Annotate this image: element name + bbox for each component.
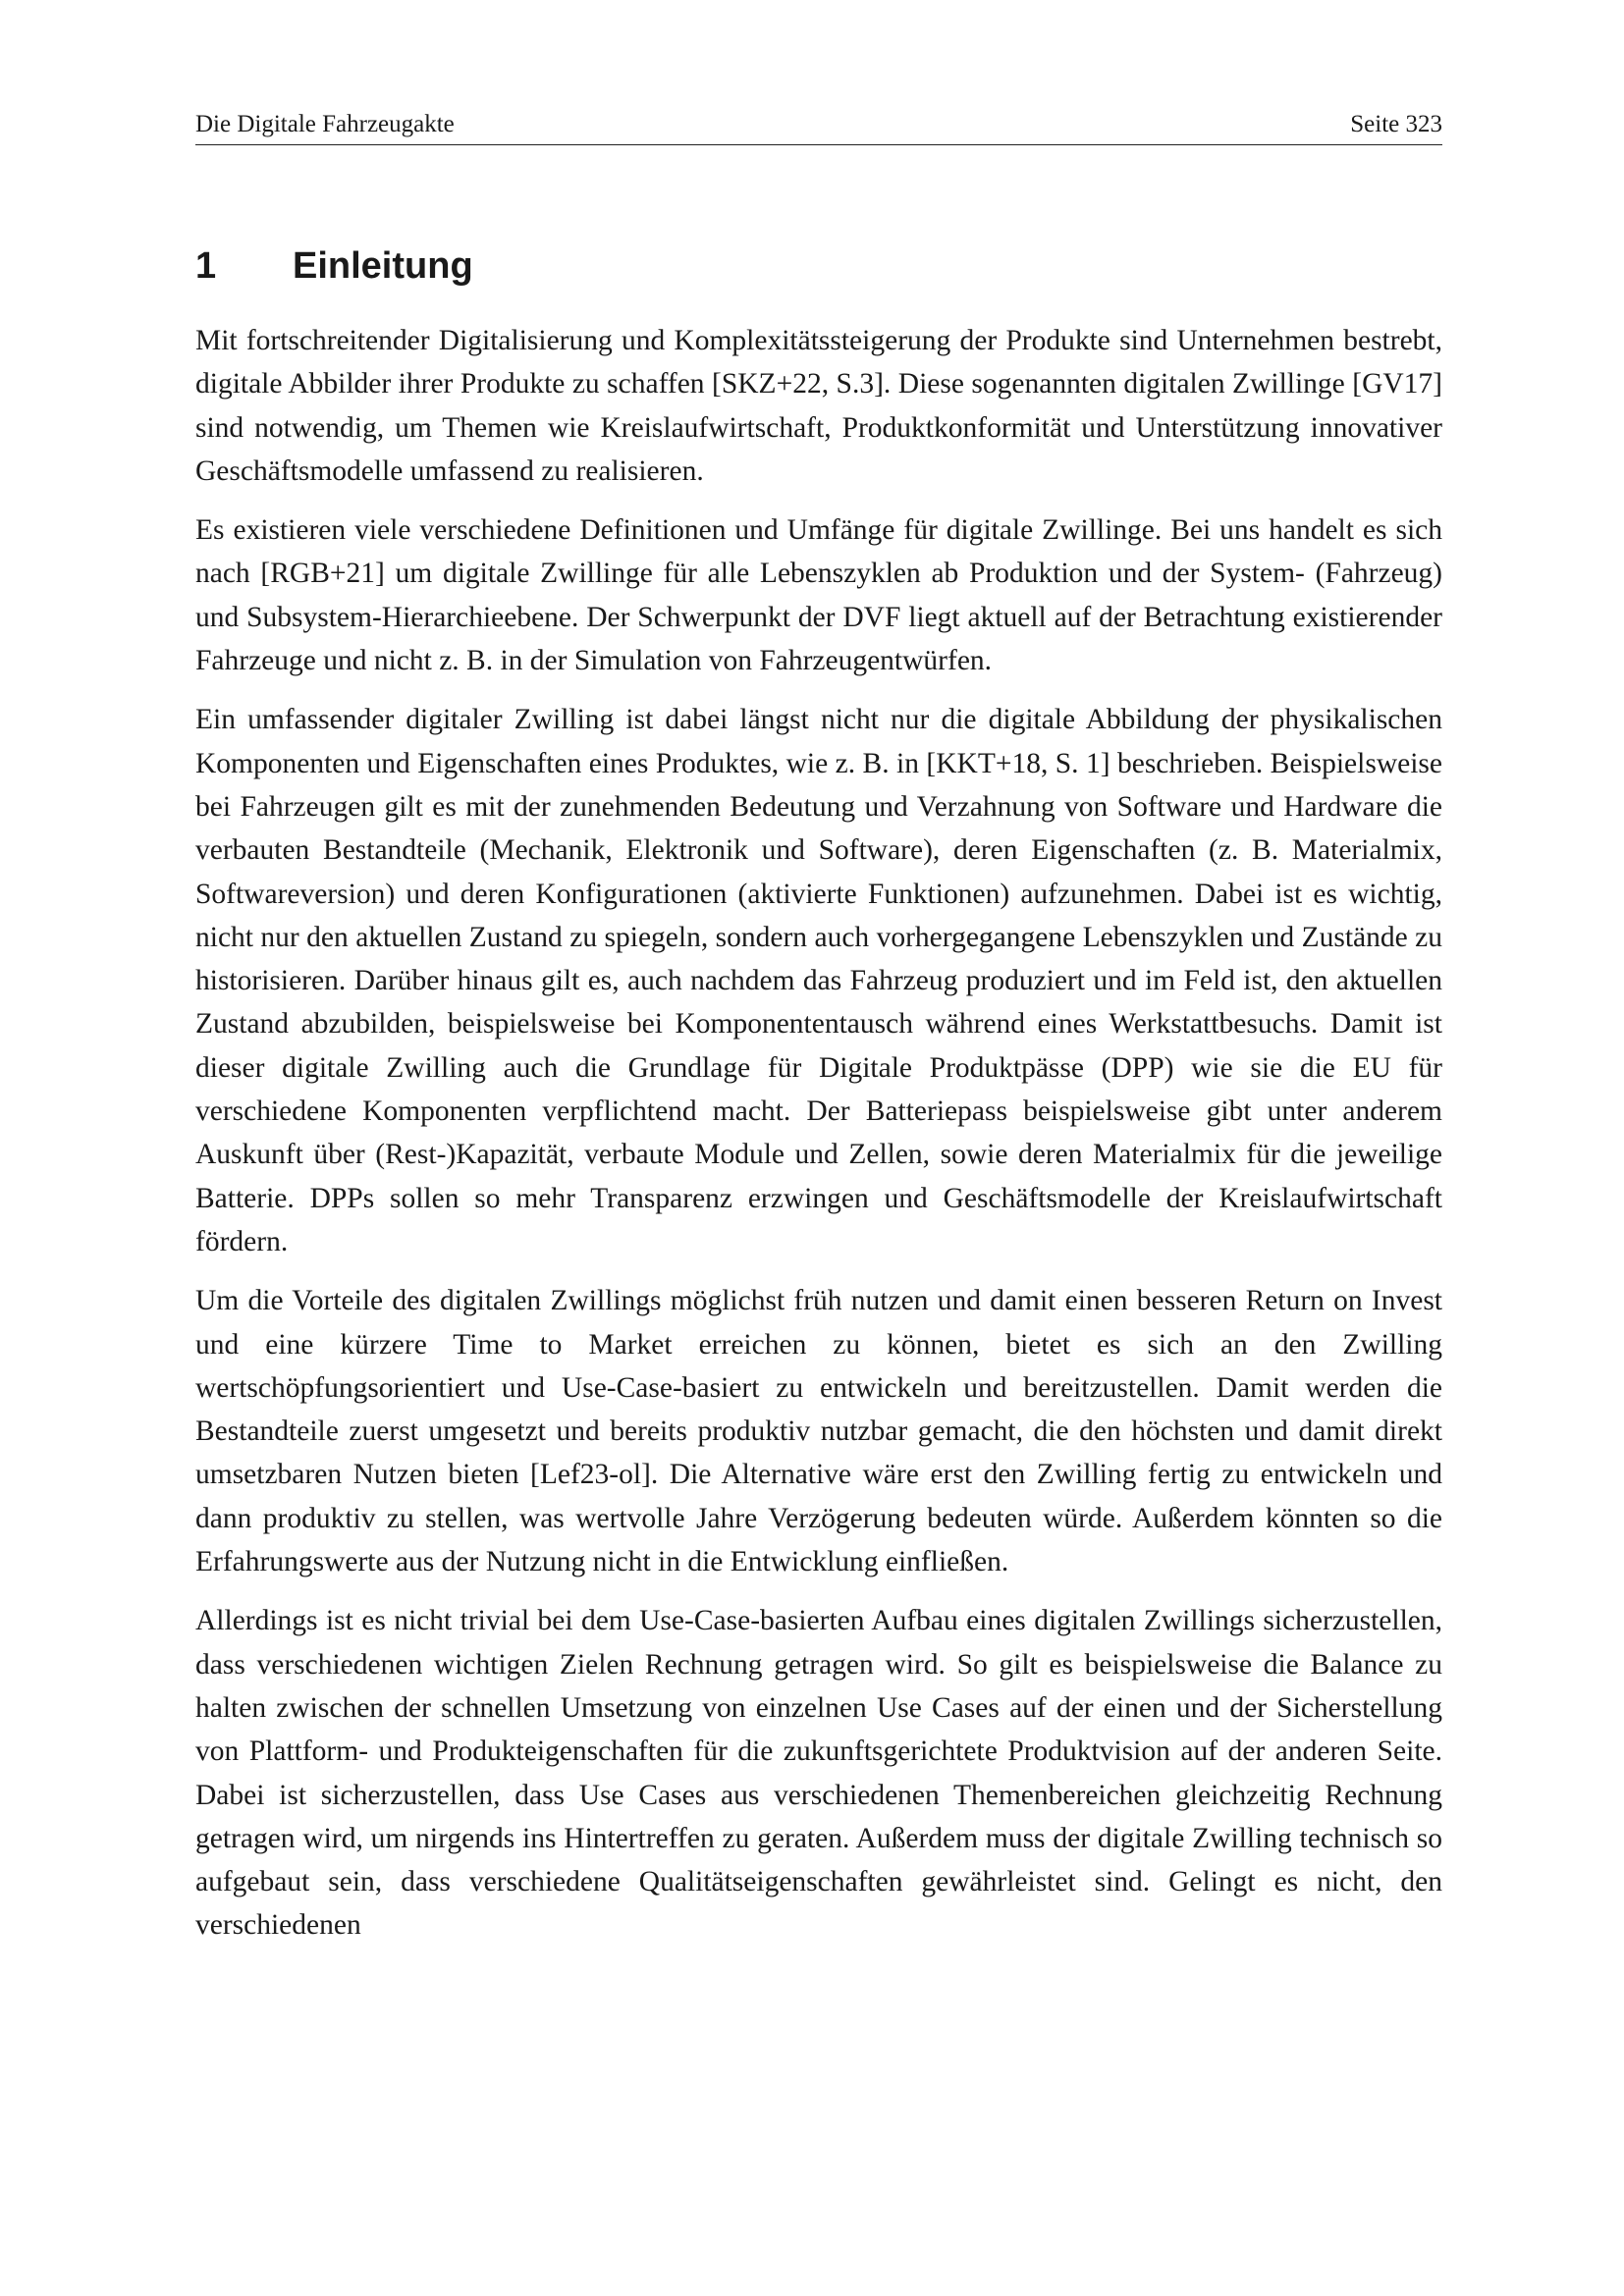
- running-header: [195, 109, 1442, 145]
- body-text: [195, 319, 1442, 1963]
- section-number: 1: [195, 245, 217, 287]
- header-title: Die Digitale Fahrzeugakte: [195, 111, 455, 137]
- page-number: Seite 323: [1350, 111, 1442, 137]
- paragraph: Mit fortschreitender Digitalisierung und Komplexitätssteigerung der Produkte sind Unternehmen bestrebt, digitale Abbilder ihrer Produkte zu schaffen [SKZ+22, S.3]. Diese sogenannten digitalen Zwillinge [GV17] sind notwendig, um Themen wie Kreislaufwirtschaft, Produktkonformität und Unterstützung innovativer Geschäftsmodelle umfassend zu realisieren.: [195, 325, 1442, 487]
- paragraph: Allerdings ist es nicht trivial bei dem Use-Case-basierten Aufbau eines digitalen Zwillings sicherzustellen, dass verschiedenen wichtigen Zielen Rechnung getragen wird. So gilt es beispielsweise die Balance zu halten zwischen der schnellen Umsetzung von einzelnen Use Cases auf der einen und der Sicherstellung von Plattform- und Produkteigenschaften für die zukunftsgerichtete Produktvision auf der anderen Seite. Dabei ist sicherzustellen, dass Use Cases aus verschiedenen Themenbereichen gleichzeitig Rechnung getragen wird, um nirgends ins Hintertreffen zu geraten. Außerdem muss der digitale Zwilling technisch so aufgebaut sein, dass verschiedene Qualitätseigenschaften gewährleistet sind. Gelingt es nicht, den verschiedenen: [195, 1605, 1442, 1942]
- section-title: Einleitung: [293, 245, 473, 287]
- paragraph: Ein umfassender digitaler Zwilling ist dabei längst nicht nur die digitale Abbildung der physikalischen Komponenten und Eigenschaften eines Produktes, wie z. B. in [KKT+18, S. 1] beschrieben. Beispielsweise bei Fahrzeugen gilt es mit der zunehmenden Bedeutung und Verzahnung von Software und Hardware die verbauten Bestandteile (Mechanik, Elektronik und Software), deren Eigenschaften (z. B. Materialmix, Softwareversion) und deren Konfigurationen (aktivierte Funktionen) aufzunehmen. Dabei ist es wichtig, nicht nur den aktuellen Zustand zu spiegeln, sondern auch vorhergegangene Lebenszyklen und Zustände zu historisieren. Darüber hinaus gilt es, auch nachdem das Fahrzeug produziert und im Feld ist, den aktuellen Zustand abzubilden, beispielsweise bei Komponententausch während eines Werkstattbesuchs. Damit ist dieser digitale Zwilling auch die Grundlage für Digitale Produktpässe (DPP) wie sie die EU für verschiedene Komponenten verpflichtend macht. Der Batteriepass beispielsweise gibt unter anderem Auskunft über (Rest-)Kapazität, verbaute Module und Zellen, sowie deren Materialmix für die jeweilige Batterie. DPPs sollen so mehr Transparenz erzwingen und Geschäftsmodelle der Kreislaufwirtschaft fördern.: [195, 704, 1442, 1257]
- document-page: [195, 0, 1442, 2296]
- paragraph: Um die Vorteile des digitalen Zwillings möglichst früh nutzen und damit einen besseren Return on Invest und eine kürzere Time to Market erreichen zu können, bietet es sich an den Zwilling wertschöpfungsorientiert und Use-Case-basiert zu entwickeln und bereitzustellen. Damit werden die Bestandteile zuerst umgesetzt und bereits produktiv nutzbar gemacht, die den höchsten und damit direkt umsetzbaren Nutzen bieten [Lef23-ol]. Die Alternative wäre erst den Zwilling fertig zu entwickeln und dann produktiv zu stellen, was wertvolle Jahre Verzögerung bedeuten würde. Außerdem könnten so die Erfahrungswerte aus der Nutzung nicht in die Entwicklung einfließen.: [195, 1285, 1442, 1578]
- section-heading: [195, 243, 1442, 289]
- paragraph: Es existieren viele verschiedene Definitionen und Umfänge für digitale Zwillinge. Bei uns handelt es sich nach [RGB+21] um digitale Zwillinge für alle Lebenszyklen ab Produktion und der System- (Fahrzeug) und Subsystem-Hierarchieebene. Der Schwerpunkt der DVF liegt aktuell auf der Betrachtung existierender Fahrzeuge und nicht z. B. in der Simulation von Fahrzeugentwürfen.: [195, 514, 1442, 677]
